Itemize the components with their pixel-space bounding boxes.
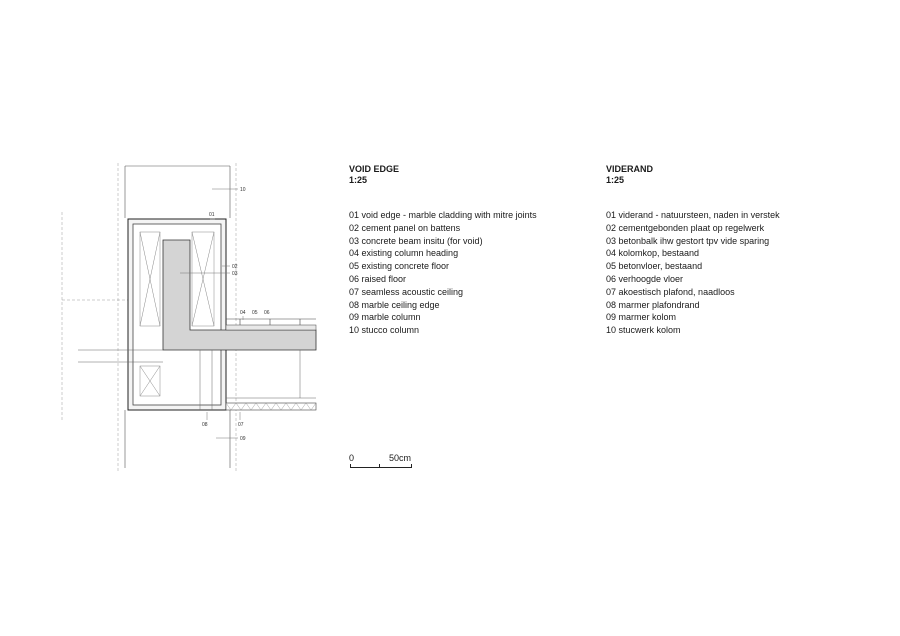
legend-item: 08 marble ceiling edge	[349, 299, 440, 310]
acoustic-ceiling	[226, 403, 316, 410]
legend-title: VIDERAND	[606, 164, 654, 174]
scale-bar-tick	[379, 464, 380, 467]
legend-item: 10 stucco column	[349, 325, 420, 336]
legend-item: 09 marble column	[349, 312, 421, 323]
callout-10: 10	[240, 187, 246, 193]
callout-08: 08	[202, 422, 208, 428]
stucco-column-lower	[125, 410, 230, 468]
legend-item: 06 raised floor	[349, 273, 407, 284]
legend-dutch	[606, 164, 780, 337]
scale-bar-line	[350, 464, 412, 468]
legend-item: 05 existing concrete floor	[349, 261, 450, 272]
legend-item: 07 seamless acoustic ceiling	[349, 286, 464, 297]
scale-bar-zero: 0	[349, 453, 355, 463]
legend-item: 01 void edge - marble cladding with mitre joints	[349, 210, 537, 220]
legend-item: 01 viderand - natuursteen, naden in verstek	[606, 210, 780, 220]
callout-02: 02	[232, 264, 238, 270]
legend-item: 04 existing column heading	[349, 248, 459, 259]
callout-04: 04	[240, 310, 246, 316]
legend-scale: 1:25	[606, 175, 625, 185]
legend-item: 02 cement panel on battens	[349, 222, 461, 233]
legend-english	[349, 164, 537, 337]
legend-item: 04 kolomkop, bestaand	[606, 248, 700, 259]
legend-list	[349, 209, 537, 337]
legend-item: 02 cementgebonden plaat op regelwerk	[606, 222, 765, 233]
stucco-column-upper	[125, 166, 230, 218]
legend-scale: 1:25	[349, 175, 368, 185]
concrete-beam	[163, 240, 316, 350]
legend-item: 03 betonbalk ihw gestort tpv vide sparing	[606, 235, 770, 246]
legend-item: 05 betonvloer, bestaand	[606, 261, 703, 272]
callout-03: 03	[232, 271, 238, 277]
legend-item: 07 akoestisch plafond, naadloos	[606, 286, 735, 297]
legend-list	[606, 209, 780, 337]
callout-07: 07	[238, 422, 244, 428]
callout-05: 05	[252, 310, 258, 316]
callout-09: 09	[240, 436, 246, 442]
callout-01: 01	[209, 212, 215, 218]
raised-floor	[226, 319, 316, 325]
legend-item: 09 marmer kolom	[606, 312, 677, 323]
existing-concrete-floor	[226, 325, 316, 330]
legend-item: 03 concrete beam insitu (for void)	[349, 235, 483, 246]
legend-item: 08 marmer plafondrand	[606, 299, 700, 310]
scale-bar-length: 50cm	[389, 453, 412, 463]
legend-item: 06 verhoogde vloer	[606, 273, 684, 284]
legend-item: 10 stucwerk kolom	[606, 325, 681, 336]
callout-06: 06	[264, 310, 270, 316]
legend-title: VOID EDGE	[349, 164, 400, 174]
